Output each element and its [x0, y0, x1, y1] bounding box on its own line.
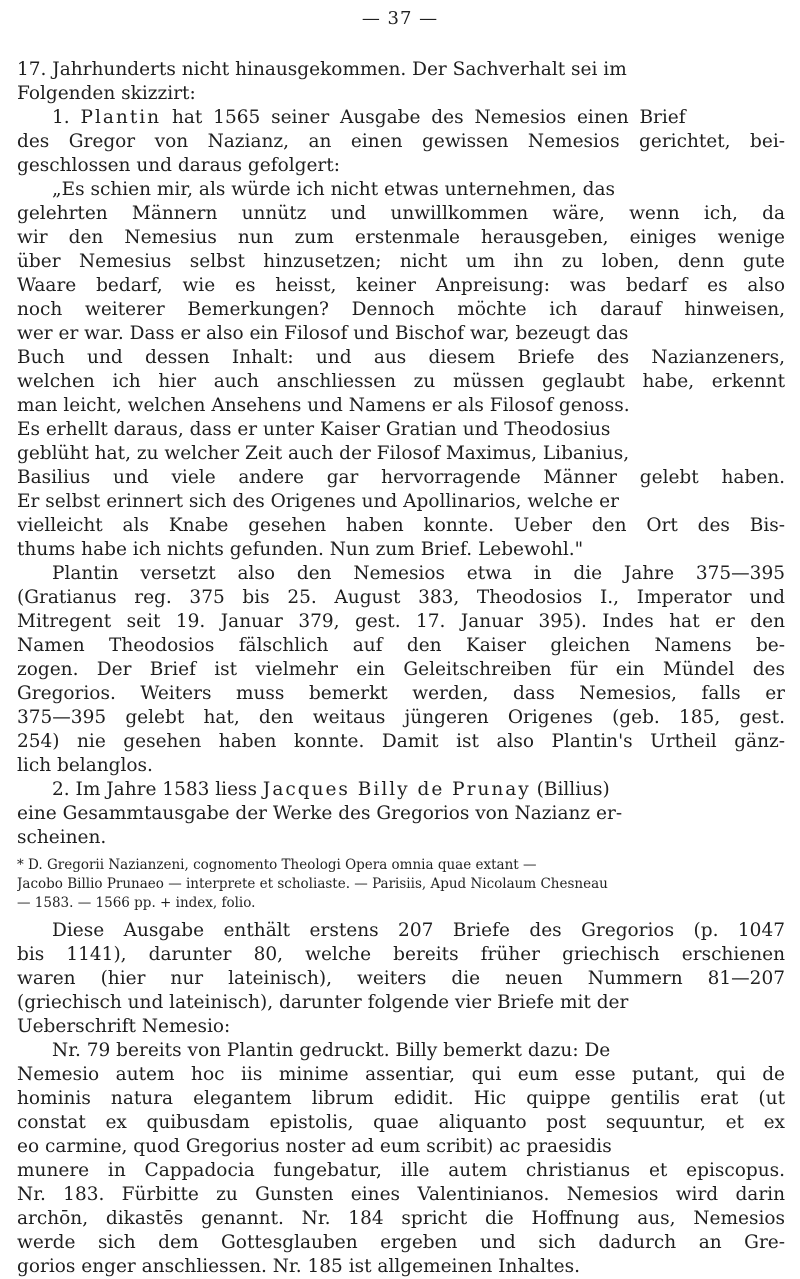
- text-line: geschlossen und daraus gefolgert:: [17, 155, 340, 176]
- text-line: gelehrten Männern unnütz und unwillkommen wäre, wenn ich, da: [17, 203, 785, 224]
- text-line: Buch und dessen Inhalt: und aus diesem Briefe des Nazianzeners,: [17, 347, 785, 368]
- section-1-first-line: [17, 106, 785, 130]
- text-line: noch weiterer Bemerkungen? Dennoch möchte ich darauf hinweisen,: [17, 299, 785, 320]
- text-line: Mitregent seit 19. Januar 379, gest. 17. Januar 395). Indes hat er den: [17, 611, 785, 632]
- section-1-number: 1.: [52, 107, 70, 128]
- paragraph-2-body: [17, 586, 785, 778]
- paragraph-4-body: [17, 1063, 785, 1279]
- text-line: werde sich dem Gottesglauben ergeben und sich dadurch an Gre-: [17, 1232, 785, 1253]
- section-2-text-pre: 2. Im Jahre 1583 liess: [52, 779, 258, 800]
- text-line: hominis natura elegantem librum edidit. Hic quippe gentilis erat (ut: [17, 1088, 785, 1109]
- text-line: zogen. Der Brief ist vielmehr ein Geleitschreiben für ein Mündel des: [17, 659, 785, 680]
- section-2-first-line: [17, 778, 785, 802]
- text-line: bis 1141), darunter 80, welche bereits früher griechisch erschienen: [17, 944, 785, 965]
- text-line: 254) nie gesehen haben konnte. Damit ist also Plantin's Urtheil gänz-: [17, 731, 785, 752]
- text-line: Folgenden skizzirt:: [17, 83, 196, 104]
- paragraph-2-first-line: Plantin versetzt also den Nemesios etwa in die Jahre 375—395: [52, 563, 785, 584]
- text-line: eine Gesammtausgabe der Werke des Gregorios von Nazianz er-: [17, 803, 623, 824]
- text-line: wer er war. Dass er also ein Filosof und Bischof war, bezeugt das: [17, 323, 629, 344]
- text-line: munere in Cappadocia fungebatur, ille autem christianus et episcopus.: [17, 1160, 785, 1181]
- text-line: Basilius und viele andere gar hervorragende Männer gelebt haben.: [17, 467, 785, 488]
- text-line: welchen ich hier auch anschliessen zu müssen geglaubt habe, erkennt: [17, 371, 785, 392]
- text-line: lich belanglos.: [17, 755, 153, 776]
- text-line: vielleicht als Knabe gesehen haben konnte. Ueber den Ort des Bis-: [17, 515, 785, 536]
- body-text: [17, 58, 785, 1279]
- text-line: über Nemesius selbst hinzusetzen; nicht um ihn zu loben, denn gute: [17, 251, 785, 272]
- text-line: Es erhellt daraus, dass er unter Kaiser Gratian und Theodosius: [17, 419, 611, 440]
- section-1-body: [17, 130, 785, 178]
- text-line: gorios enger anschliessen. Nr. 185 ist allgemeinen Inhaltes.: [17, 1256, 580, 1277]
- footnote-line: Jacobo Billio Prunaeo — interprete et scholiaste. — Parisiis, Apud Nicolaum Chesneau: [17, 876, 608, 892]
- footnote: [17, 856, 785, 913]
- text-line: archōn, dikastēs genannt. Nr. 184 spricht die Hoffnung aus, Nemesios: [17, 1208, 785, 1229]
- paragraph-3-body: [17, 943, 785, 1039]
- quote-body: [17, 202, 785, 562]
- text-line: Gregorios. Weiters muss bemerkt werden, dass Nemesios, falls er: [17, 683, 785, 704]
- text-line: 17. Jahrhunderts nicht hinausgekommen. Der Sachverhalt sei im: [17, 59, 627, 80]
- name-plantin: Plantin: [80, 107, 162, 128]
- text-line: geblüht hat, zu welcher Zeit auch der Filosof Maximus, Libanius,: [17, 443, 630, 464]
- text-line: scheinen.: [17, 827, 107, 848]
- text-line: man leicht, welchen Ansehens und Namens er als Filosof genoss.: [17, 395, 630, 416]
- text-line: Namen Theodosios fälschlich auf den Kaiser gleichen Namens be-: [17, 635, 785, 656]
- section-2-text-post: (Billius): [536, 779, 610, 800]
- text-line: des Gregor von Nazianz, an einen gewissen Nemesios gerichtet, bei-: [17, 131, 785, 152]
- paragraph-4-first-line: Nr. 79 bereits von Plantin gedruckt. Billy bemerkt dazu: De: [52, 1040, 611, 1061]
- section-1-text: hat 1565 seiner Ausgabe des Nemesios einen Brief: [171, 107, 686, 128]
- text-line: wir den Nemesius nun zum erstenmale herausgeben, einiges wenige: [17, 227, 785, 248]
- section-2-body: [17, 802, 785, 850]
- text-line: thums habe ich nichts gefunden. Nun zum Brief. Lebewohl.": [17, 539, 584, 560]
- text-line: Ueberschrift Nemesio:: [17, 1016, 231, 1037]
- text-line: (Gratianus reg. 375 bis 25. August 383, Theodosios I., Imperator und: [17, 587, 785, 608]
- text-line: Waare bedarf, wie es heisst, keiner Anpreisung: was bedarf es also: [17, 275, 785, 296]
- text-line: eo carmine, quod Gregorius noster ad eum scribit) ac praesidis: [17, 1136, 612, 1157]
- text-line: Nr. 183. Fürbitte zu Gunsten eines Valentinianos. Nemesios wird darin: [17, 1184, 785, 1205]
- text-line: constat ex quibusdam epistolis, quae aliquanto post sequuntur, et ex: [17, 1112, 785, 1133]
- paragraph-3-first-line: Diese Ausgabe enthält erstens 207 Briefe des Gregorios (p. 1047: [52, 920, 785, 941]
- footnote-line: * D. Gregorii Nazianzeni, cognomento Theologi Opera omnia quae extant —: [17, 857, 537, 873]
- text-line: Nemesio autem hoc iis minime assentiar, qui eum esse putant, qui de: [17, 1064, 785, 1085]
- name-jacques-billy: Jacques Billy de Prunay: [262, 779, 531, 800]
- text-line: waren (hier nur lateinisch), weiters die neuen Nummern 81—207: [17, 968, 785, 989]
- text-line: (griechisch und lateinisch), darunter folgende vier Briefe mit der: [17, 992, 629, 1013]
- page-number: — 37 —: [361, 8, 439, 29]
- paragraph-intro: [17, 58, 785, 106]
- text-line: Er selbst erinnert sich des Origenes und Apollinarios, welche er: [17, 491, 619, 512]
- quote-first-line: „Es schien mir, als würde ich nicht etwas unternehmen, das: [52, 179, 615, 200]
- footnote-line: — 1583. — 1566 pp. + index, folio.: [17, 895, 256, 911]
- text-line: 375—395 gelebt hat, den weitaus jüngeren Origenes (geb. 185, gest.: [17, 707, 785, 728]
